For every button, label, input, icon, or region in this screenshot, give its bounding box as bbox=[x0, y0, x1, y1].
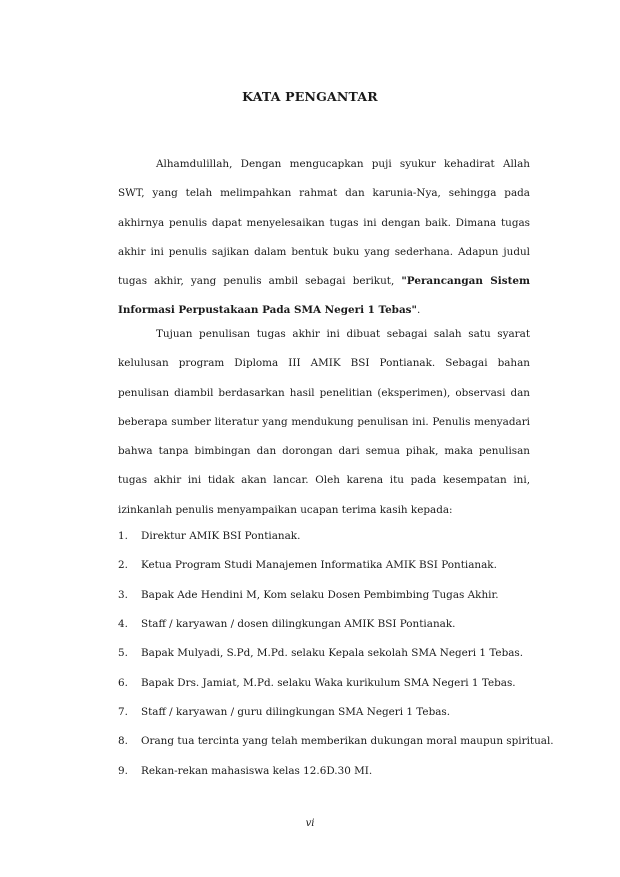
list-item bbox=[118, 555, 538, 584]
list-item bbox=[118, 526, 538, 555]
list-item-text: Staff / karyawan / guru dilingkungan SMA Negeri 1 Tebas. bbox=[141, 706, 451, 719]
list-item bbox=[118, 731, 554, 760]
list-item-text: Rekan-rekan mahasiswa kelas 12.6D.30 MI. bbox=[141, 764, 373, 777]
list-item-number: 4. bbox=[118, 618, 128, 631]
list-item bbox=[118, 673, 538, 702]
list-item-number: 2. bbox=[118, 559, 128, 572]
list-item bbox=[118, 585, 538, 614]
list-item-text: Bapak Drs. Jamiat, M.Pd. selaku Waka kurikulum SMA Negeri 1 Tebas. bbox=[141, 676, 516, 689]
list-item bbox=[118, 702, 538, 731]
list-item-number: 6. bbox=[118, 676, 128, 689]
paragraph-purpose-text: Tujuan penulisan tugas akhir ini dibuat sebagai salah satu syarat kelulusan program Diploma III AMIK BSI Pontianak. Sebagai bahan penulisan diambil berdasarkan hasil penelitian (eksperimen), observasi dan beberapa sumber literatur yang mendukung penulisan ini. Penulis menyadari bahwa tanpa bimbingan dan dorongan dari semua pihak, maka penulisan tugas akhir ini tidak akan lancar. Oleh karena itu pada kesempatan ini, izinkanlah penulis menyampaikan ucapan terima kasih kepada: bbox=[118, 328, 530, 516]
page-number: vi bbox=[305, 818, 315, 829]
paragraph-opening-text: Alhamdulillah, Dengan mengucapkan puji syukur kehadirat Allah SWT, yang telah melimpahkan rahmat dan karunia-Nya, sehingga pada akhirnya penulis dapat menyelesaikan tugas ini dengan baik. Dimana tugas akhir ini penulis sajikan dalam bentuk buku yang sederhana. Adapun judul tugas akhir, yang penulis ambil sebagai berikut, bbox=[118, 158, 530, 288]
list-item bbox=[118, 614, 538, 643]
list-item-number: 8. bbox=[118, 735, 128, 748]
list-item-text: Direktur AMIK BSI Pontianak. bbox=[141, 530, 301, 542]
paragraph-opening-end: . bbox=[416, 304, 421, 317]
thesis-title: "Perancangan Sistem Informasi Perpustakaan Pada SMA Negeri 1 Tebas" bbox=[118, 275, 531, 317]
list-item-text: Bapak Mulyadi, S.Pd, M.Pd. selaku Kepala sekolah SMA Negeri 1 Tebas. bbox=[141, 647, 524, 660]
list-item-text: Bapak Ade Hendini M, Kom selaku Dosen Pembimbing Tugas Akhir. bbox=[141, 588, 499, 601]
list-item bbox=[118, 761, 538, 790]
list-item bbox=[118, 643, 538, 672]
paragraph-opening bbox=[118, 150, 530, 326]
paragraph-purpose bbox=[118, 320, 530, 525]
list-item-text: Orang tua tercinta yang telah memberikan dukungan moral maupun spiritual. bbox=[141, 735, 554, 748]
page-title: KATA PENGANTAR bbox=[242, 89, 378, 104]
list-item-number: 5. bbox=[118, 647, 128, 660]
list-item-number: 1. bbox=[118, 530, 128, 542]
list-item-text: Ketua Program Studi Manajemen Informatika AMIK BSI Pontianak. bbox=[141, 559, 497, 572]
acknowledgement-list bbox=[118, 526, 554, 790]
list-item-text: Staff / karyawan / dosen dilingkungan AMIK BSI Pontianak. bbox=[141, 618, 456, 631]
list-item-number: 3. bbox=[118, 588, 128, 601]
list-item-number: 9. bbox=[118, 764, 128, 777]
list-item-number: 7. bbox=[118, 706, 128, 719]
